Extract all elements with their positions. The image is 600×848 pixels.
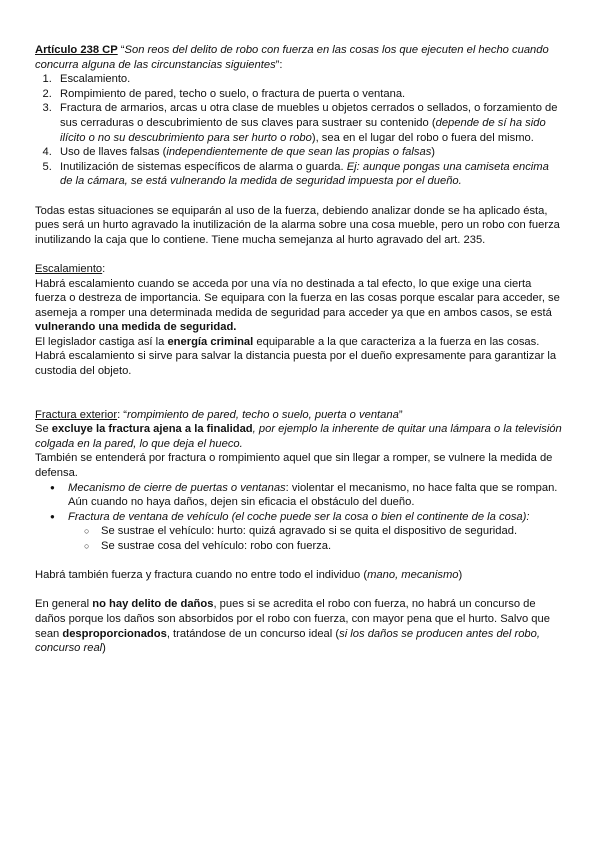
paragraph-fuerza <box>35 568 563 583</box>
list-item <box>55 101 563 145</box>
italic-text: si los daños se producen antes del robo, concurso real <box>35 627 540 655</box>
section-heading-escalamiento <box>35 262 563 277</box>
item-note: depende de sí ha sido ilícito o no su descubrimiento para ser hurto o robo <box>60 116 546 144</box>
item-text: Rompimiento de pared, techo o suelo, o fractura de puerta o ventana. <box>60 87 406 100</box>
text: Habrá también fuerza y fractura cuando no entre todo el individuo ( <box>35 569 368 582</box>
article-quote: Son reos del delito de robo con fuerza en las cosas los que ejecuten el hecho cuando concurra alguna de las circunstancias siguientes <box>35 44 549 71</box>
article-heading <box>35 43 563 72</box>
paragraph-final <box>35 597 563 655</box>
text: ) <box>102 642 106 655</box>
list-item <box>55 160 563 189</box>
item-text: Uso de llaves falsas ( <box>60 146 167 159</box>
text: , tratándose de un concurso ideal ( <box>166 627 340 640</box>
paragraph-fractura-2: También se entenderá por fractura o rompimiento aquel que sin llegar a romper, se vulnere la medida de defensa. <box>35 452 553 480</box>
text: : violentar el mecanismo, no hace falta que se rompan. Aún cuando no haya daños, dejen sin eficacia el obstáculo del dueño. <box>68 481 558 509</box>
text: , pues si se acredita el robo con fuerza, no habrá un concurso de daños porque los daños son absorbidos por el robo con fuerza, con mayor pena que el hurto. Salvo que sean <box>35 598 550 640</box>
italic-text: mano, mecanismo <box>367 569 459 582</box>
item-tail: ) <box>431 146 436 159</box>
list-item <box>68 481 563 510</box>
list-item <box>55 87 563 102</box>
text: En general <box>35 598 93 611</box>
quote-close: ” <box>398 408 403 421</box>
bold-text: no hay delito de daños <box>92 598 214 611</box>
bold-text: excluye la fractura ajena a la finalidad <box>51 423 253 436</box>
list-item <box>55 145 563 160</box>
list-item: ○ Se sustrae cosa del vehículo: robo con fuerza. <box>101 539 563 554</box>
circumstances-list <box>35 72 563 189</box>
paragraph-escalamiento-1 <box>35 277 563 335</box>
paragraph-equiparacion: Todas estas situaciones se equiparán al uso de la fuerza, debiendo analizar donde se ha aplicado ésta, pues será un hurto agravado la inutilización de la alarma sobre una cosa mueble, pero un robo con fuerza inutilizando la caja que lo contiene. Tiene mucha semejanza al hurto agravado del art. 235. <box>35 204 560 246</box>
heading-colon: : “ <box>117 408 128 421</box>
paragraph-escalamiento-2 <box>35 335 563 350</box>
item-note: independientemente de que sean las propias o falsas <box>166 146 432 159</box>
vehicle-sublist <box>68 524 563 553</box>
text: Habrá escalamiento cuando se acceda por una vía no destinada a tal efecto, lo que exige una cierta fuerza o destreza de importancia. Se equipara con la fuerza en las cosas porque escalar para acceder, se asemeja a romper una determinada medida de seguridad para acceder ya que en ambos casos, se está <box>35 277 560 319</box>
italic-text: Mecanismo de cierre de puertas o ventanas <box>68 481 286 494</box>
text: ) <box>458 569 463 582</box>
text: El legislador castiga así la <box>35 335 168 348</box>
quote-close: ”: <box>275 58 283 71</box>
heading-text: Fractura exterior <box>35 408 118 421</box>
text: equiparable a la que caracteriza a la fuerza en las cosas. <box>253 335 540 348</box>
text: Se <box>35 423 52 436</box>
paragraph-escalamiento-3: Habrá escalamiento si sirve para salvar la distancia puesta por el dueño expresamente para garantizar la custodia del objeto. <box>35 350 557 378</box>
quote-mark: “ <box>117 44 125 56</box>
italic-text: , por ejemplo la inherente de quitar una lámpara o la televisión colgada en la pared, lo que deja el hueco. <box>35 423 562 450</box>
item-note: Ej: aunque pongas una camiseta encima de la cámara, se está vulnerando la medida de seguridad impuesta por el dueño. <box>60 160 549 188</box>
paragraph-fractura-1 <box>35 422 563 451</box>
item-text: Escalamiento. <box>60 73 131 86</box>
bold-text: desproporcionados <box>62 627 167 640</box>
heading-text: Escalamiento <box>35 262 103 275</box>
article-title: Artículo 238 CP <box>35 44 118 56</box>
document-page <box>35 43 563 656</box>
heading-colon: : <box>102 262 106 275</box>
list-item <box>68 510 563 554</box>
bold-text: energía criminal <box>167 335 254 348</box>
section-heading-fractura <box>35 408 563 423</box>
list-item: ○ Se sustrae el vehículo: hurto: quizá agravado si se quita el dispositivo de seguridad. <box>101 524 563 539</box>
item-text: Inutilización de sistemas específicos de alarma o guarda. <box>60 160 347 173</box>
list-item <box>55 72 563 87</box>
bold-text: vulnerando una medida de seguridad. <box>35 321 237 334</box>
italic-text: Fractura de ventana de vehículo (el coche puede ser la cosa o bien el continente de la cosa): <box>68 510 530 523</box>
item-tail: ), sea en el lugar del robo o fuera del mismo. <box>311 131 534 144</box>
item-text: Fractura de armarios, arcas u otra clase de muebles u objetos cerrados o sellados, o forzamiento de sus cerraduras o descubrimiento de sus claves para sustraer su contenido ( <box>60 102 558 129</box>
fractura-bullets <box>35 481 563 554</box>
heading-quote: rompimiento de pared, techo o suelo, puerta o ventana <box>127 408 399 421</box>
